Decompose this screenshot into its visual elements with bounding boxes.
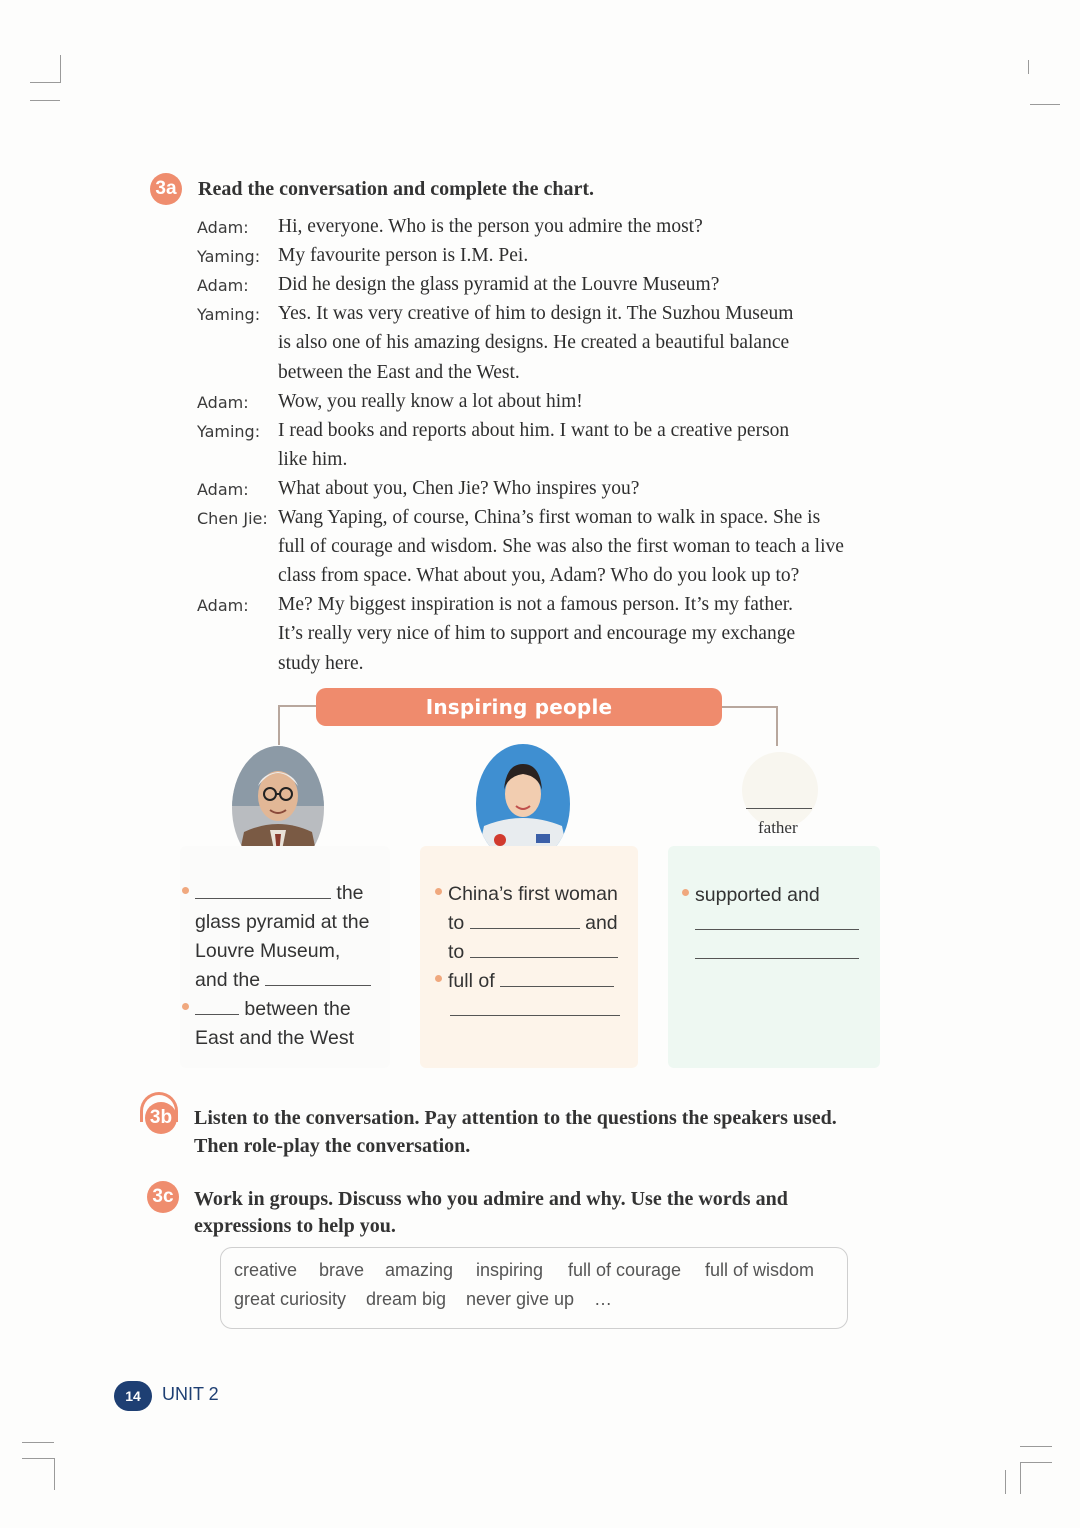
dialogue-line: is also one of his amazing designs. He created a beautiful balance <box>278 332 790 354</box>
text: to <box>448 941 465 963</box>
speaker-name: Adam: <box>197 392 249 412</box>
answer-blank[interactable] <box>695 940 859 959</box>
word-item: … <box>594 1289 612 1309</box>
speaker-name: Yaming: <box>197 305 261 325</box>
word-item: inspiring <box>476 1260 544 1280</box>
crop-mark <box>22 1458 54 1459</box>
bullet-icon <box>435 975 442 982</box>
connector-line <box>722 706 777 708</box>
text: and the <box>195 969 261 991</box>
connector-line <box>278 705 316 707</box>
dialogue-line: Hi, everyone. Who is the person you admire the most? <box>278 216 703 237</box>
word-item: dream big <box>366 1289 447 1309</box>
crop-mark <box>1020 1462 1021 1494</box>
word-item: never give up <box>466 1289 575 1309</box>
answer-blank[interactable] <box>500 968 614 987</box>
crop-mark <box>1030 104 1060 105</box>
wang-yaping-notes <box>435 880 635 1025</box>
text: and <box>585 912 618 934</box>
word-item: brave <box>319 1260 365 1280</box>
answer-blank[interactable] <box>470 939 618 958</box>
word-item: full of wisdom <box>705 1260 815 1280</box>
dialogue-line: study here. <box>278 652 364 674</box>
crop-mark <box>1020 1446 1052 1447</box>
chart-title: Inspiring people <box>316 688 722 726</box>
unit-label: UNIT 2 <box>162 1384 219 1404</box>
instruction-3b-line1: Listen to the conversation. Pay attention to the questions the speakers used. <box>194 1107 837 1129</box>
dialogue-line: It’s really very nice of him to support and encourage my exchange <box>278 623 796 645</box>
col3-label: father <box>758 818 798 837</box>
crop-mark <box>54 1458 55 1490</box>
dialogue-line: like him. <box>278 448 348 470</box>
dialogue-line: I read books and reports about him. I want to be a creative person <box>278 419 790 441</box>
speaker-name: Chen Jie: <box>197 509 268 528</box>
speaker-name: Adam: <box>197 479 249 499</box>
crop-mark <box>1028 60 1029 74</box>
dialogue-line: full of courage and wisdom. She was also the first woman to teach a live <box>278 536 844 558</box>
word-item: great curiosity <box>234 1289 347 1309</box>
connector-line <box>278 705 280 745</box>
bullet-icon <box>182 1003 189 1010</box>
speaker-name: Adam: <box>197 596 249 616</box>
crop-mark <box>30 100 60 101</box>
instruction-3c-line1: Work in groups. Discuss who you admire and why. Use the words and <box>194 1188 788 1210</box>
word-item: amazing <box>385 1260 454 1280</box>
text: East and the West <box>195 1027 354 1049</box>
answer-blank[interactable] <box>265 967 371 986</box>
dialogue-line: What about you, Chen Jie? Who inspires you? <box>278 477 640 499</box>
father-placeholder <box>742 752 818 828</box>
father-notes <box>682 881 878 968</box>
badge-3a: 3a <box>150 173 182 205</box>
connector-line <box>776 706 778 746</box>
text: supported and <box>695 884 820 906</box>
text: Louvre Museum, <box>195 940 341 962</box>
badge-3c: 3c <box>147 1181 179 1213</box>
text: between the <box>244 998 351 1020</box>
dialogue-line: Wang Yaping, of course, China’s first woman to walk in space. She is <box>278 507 821 528</box>
instruction-3c-line2: expressions to help you. <box>194 1215 396 1237</box>
answer-blank[interactable] <box>695 911 859 930</box>
headphone-icon <box>140 1092 178 1122</box>
text: China’s first woman <box>448 883 618 905</box>
speaker-name: Adam: <box>197 276 249 296</box>
text: full of <box>448 970 495 992</box>
bullet-icon <box>182 887 189 894</box>
word-item: creative <box>234 1260 298 1280</box>
dialogue-line: Yes. It was very creative of him to design it. The Suzhou Museum <box>278 303 794 325</box>
crop-mark <box>30 82 60 83</box>
dialogue-line: Wow, you really know a lot about him! <box>278 390 583 412</box>
text: glass pyramid at the <box>195 911 370 933</box>
dialogue-line: Did he design the glass pyramid at the Louvre Museum? <box>278 274 720 296</box>
dialogue-line: between the East and the West. <box>278 361 520 383</box>
instruction-3a: Read the conversation and complete the chart. <box>198 178 595 200</box>
dialogue-line: Me? My biggest inspiration is not a famous person. It’s my father. <box>278 594 794 616</box>
dialogue-line: class from space. What about you, Adam? Who do you look up to? <box>278 565 800 587</box>
page-number: 14 <box>114 1381 152 1411</box>
text: to <box>448 912 465 934</box>
speaker-name: Yaming: <box>197 421 261 441</box>
answer-blank[interactable] <box>450 997 620 1016</box>
dialogue-line: My favourite person is I.M. Pei. <box>278 245 529 267</box>
crop-mark <box>22 1442 54 1443</box>
crop-mark <box>60 55 61 83</box>
answer-blank[interactable] <box>195 996 239 1015</box>
answer-blank[interactable] <box>746 808 812 809</box>
word-item: full of courage <box>568 1260 682 1280</box>
speaker-name: Yaming: <box>197 247 261 267</box>
speaker-name: Adam: <box>197 218 249 237</box>
bullet-icon <box>682 889 689 896</box>
instruction-3b-line2: Then role-play the conversation. <box>194 1135 471 1157</box>
answer-blank[interactable] <box>195 880 331 899</box>
crop-mark <box>1020 1462 1052 1463</box>
badge-3b: 3b <box>145 1102 177 1134</box>
text: the <box>336 882 364 904</box>
answer-blank[interactable] <box>470 910 580 929</box>
bullet-icon <box>435 888 442 895</box>
crop-mark <box>1005 1470 1006 1494</box>
im-pei-notes <box>182 879 388 1053</box>
